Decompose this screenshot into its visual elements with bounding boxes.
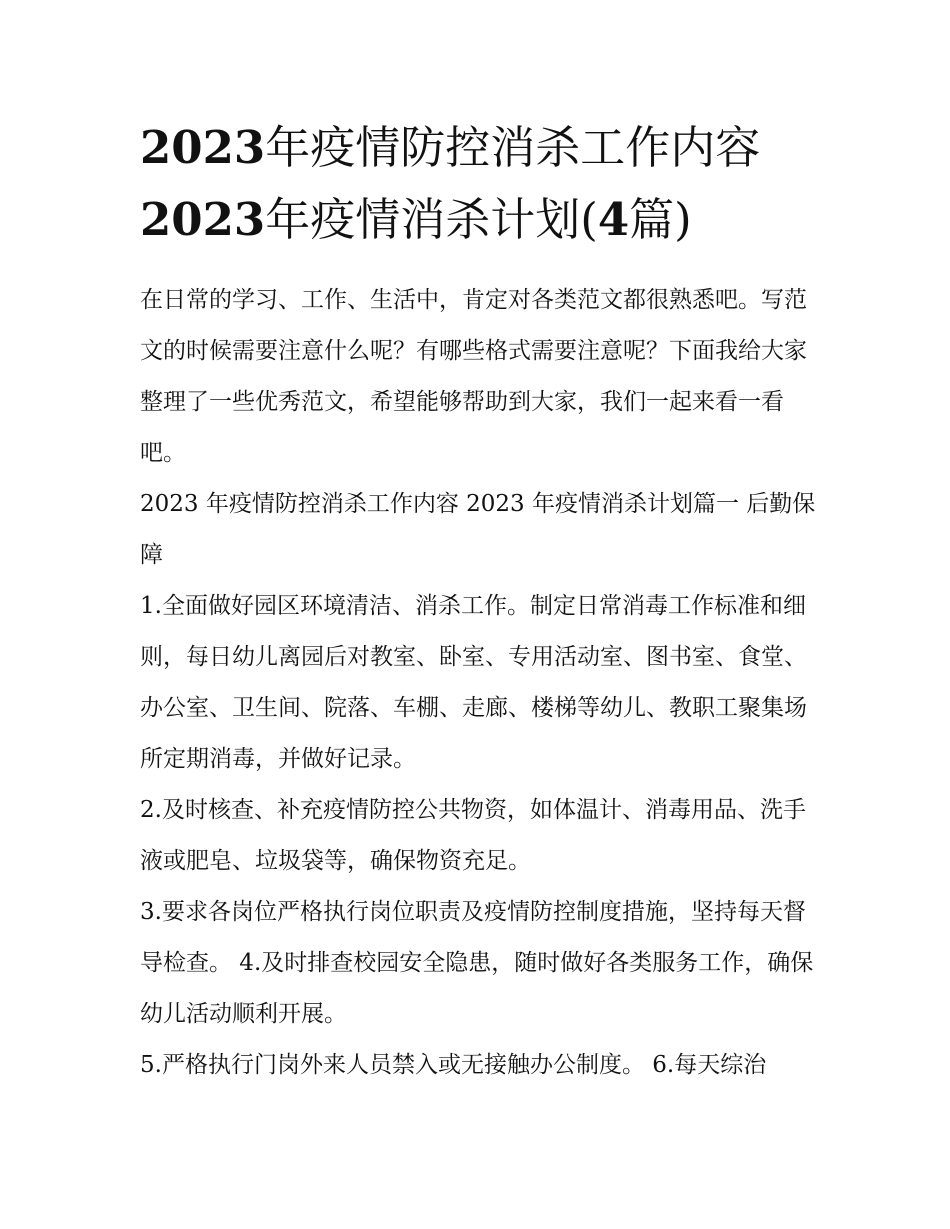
title-text-1: 年疫情防控消杀工作内容 xyxy=(265,121,761,174)
paragraph-item-5-6: 5.严格执行门岗外来人员禁入或无接触办公制度。 6.每天综治 xyxy=(140,1052,767,1078)
paragraph-item-3-4: 3.要求各岗位严格执行岗位职责及疫情防控制度措施，坚持每天督导检查。 4.及时排查校园安全隐患，随时做好各类服务工作，确保幼儿活动顺利开展。 xyxy=(140,899,814,1027)
paragraph-intro: 在日常的学习、工作、生活中，肯定对各类范文都很熟悉吧。写范文的时候需要注意什么呢？有哪些格式需要注意呢？下面我给大家整理了一些优秀范文，希望能够帮助到大家，我们一起来看一看吧。 xyxy=(140,287,807,466)
title-year-1: 2023 xyxy=(140,121,266,174)
paragraph-section-heading: 2023 年疫情防控消杀工作内容 2023 年疫情消杀计划篇一 后勤保障 xyxy=(140,491,816,568)
title-count: 4 xyxy=(597,193,630,246)
title-year-2: 2023 xyxy=(140,193,266,246)
title-paren-text: 篇) xyxy=(629,193,692,246)
document-title xyxy=(140,112,830,256)
document-body xyxy=(140,275,820,1091)
title-text-2: 年疫情消杀计划 xyxy=(265,193,581,246)
paragraph-item-1: 1.全面做好园区环境清洁、消杀工作。制定日常消毒工作标准和细则，每日幼儿离园后对教室、卧室、专用活动室、图书室、食堂、办公室、卫生间、院落、车棚、走廊、楼梯等幼儿、教职工聚集场所定期消毒，并做好记录。 xyxy=(140,593,807,772)
paragraph-item-2: 2.及时核查、补充疫情防控公共物资，如体温计、消毒用品、洗手液或肥皂、垃圾袋等，确保物资充足。 xyxy=(140,797,806,874)
title-paren-open: ( xyxy=(580,193,598,246)
